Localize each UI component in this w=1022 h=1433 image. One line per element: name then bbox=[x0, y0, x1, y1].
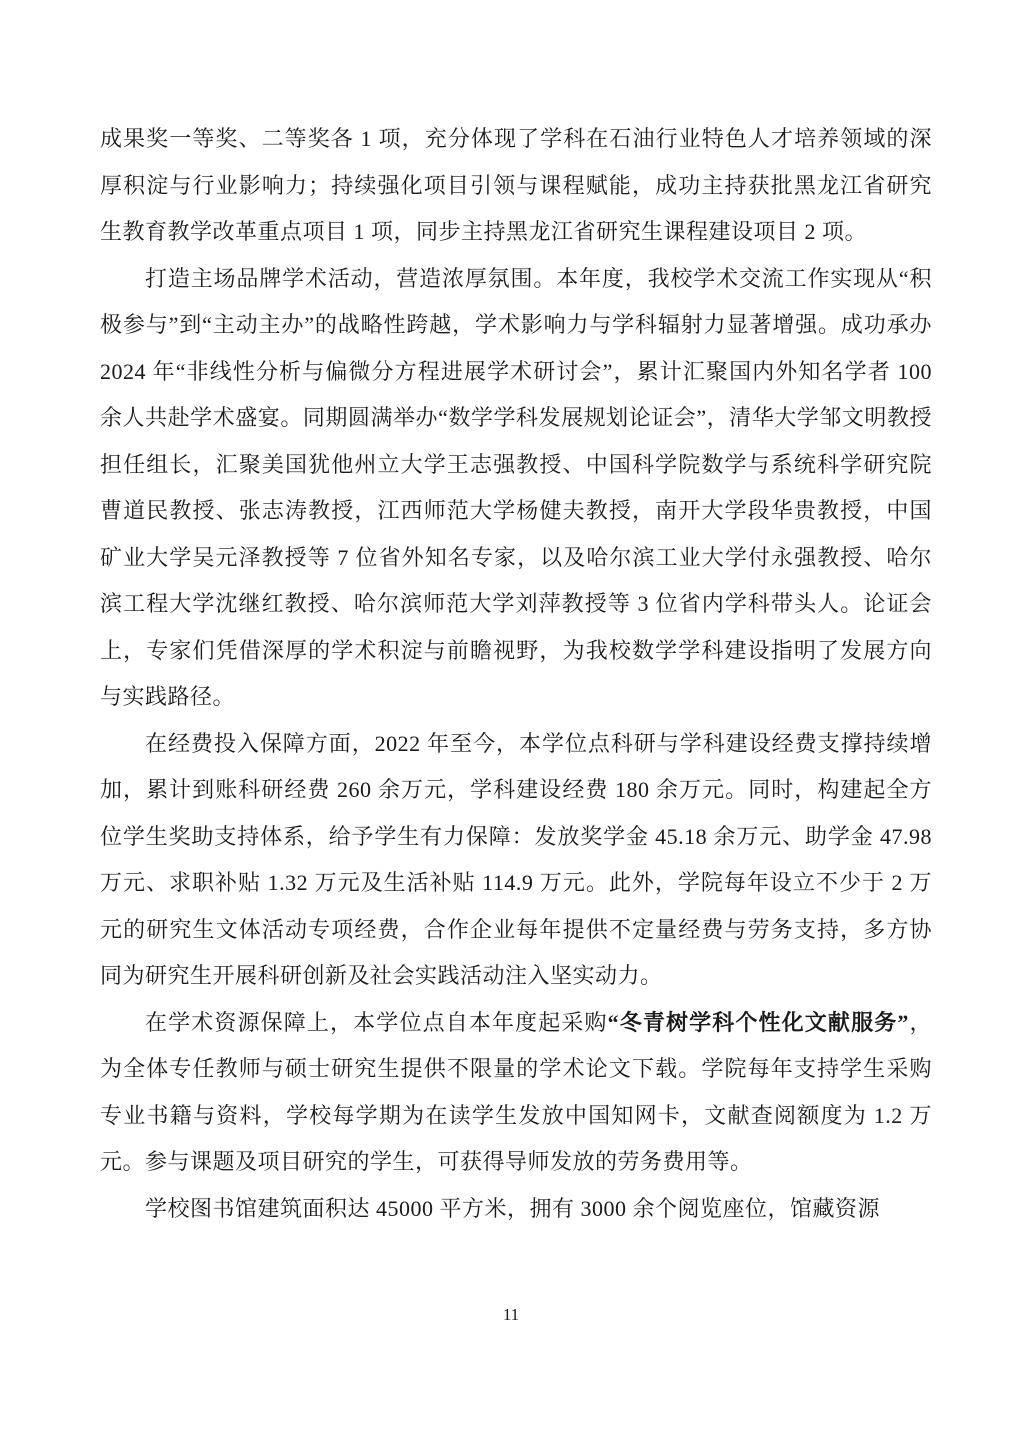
page-number: 11 bbox=[502, 1305, 520, 1324]
paragraph-text: 成果奖一等奖、二等奖各 1 项，充分体现了学科在石油行业特色人才培养领域的深厚积淀与行业影响力；持续强化项目引领与课程赋能，成功主持获批黑龙江省研究生教育教学改革重点项目 1 项，同步主持黑龙江省研究生课程建设项目 2 项。 bbox=[100, 126, 932, 244]
paragraph bbox=[100, 256, 932, 721]
paragraph-text: 学校图书馆建筑面积达 45000 平方米，拥有 3000 余个阅览座位，馆藏资源 bbox=[145, 1195, 881, 1221]
paragraph-text: 在经费投入保障方面，2022 年至今，本学位点科研与学科建设经费支撑持续增加，累计到账科研经费 260 余万元，学科建设经费 180 余万元。同时，构建起全方位学生奖助支持体系，给予学生有力保障：发放奖学金 45.18 余万元、助学金 47.98 万元、求职补贴 1.32 万元及生活补贴 114.9 万元。此外，学院每年设立不少于 2 万元的研究生文体活动专项经费，合作企业每年提供不定量经费与劳务支持，多方协同为研究生开展科研创新及社会实践活动注入坚实动力。 bbox=[100, 730, 932, 988]
paragraph-text: ，为全体专任教师与硕士研究生提供不限量的学术论文下载。学院每年支持学生采购专业书籍与资料，学校每学期为在读学生发放中国知网卡，文献查阅额度为 1.2 万元。参与课题及项目研究的学生，可获得导师发放的劳务费用等。 bbox=[100, 1009, 932, 1174]
paragraph bbox=[100, 1186, 932, 1233]
bold-text: “冬青树学科个性化文献服务” bbox=[607, 1009, 909, 1035]
paragraph-text: 在学术资源保障上，本学位点自本年度起采购 bbox=[145, 1009, 608, 1035]
paragraph bbox=[100, 721, 932, 1000]
document-body bbox=[100, 116, 932, 1232]
paragraph bbox=[100, 1000, 932, 1186]
paragraph-text: 打造主场品牌学术活动，营造浓厚氛围。本年度，我校学术交流工作实现从“积极参与”到“主动主办”的战略性跨越，学术影响力与学科辐射力显著增强。成功承办 2024 年“非线性分析与偏微分方程进展学术研讨会”，累计汇聚国内外知名学者 100 余人共赴学术盛宴。同期圆满举办“数学学科发展规划论证会”，清华大学邹文明教授担任组长，汇聚美国犹他州立大学王志强教授、中国科学院数学与系统科学研究院曹道民教授、张志涛教授，江西师范大学杨健夫教授，南开大学段华贵教授，中国矿业大学吴元泽教授等 7 位省外知名专家，以及哈尔滨工业大学付永强教授、哈尔滨工程大学沈继红教授、哈尔滨师范大学刘萍教授等 3 位省内学科带头人。论证会上，专家们凭借深厚的学术积淀与前瞻视野，为我校数学学科建设指明了发展方向与实践路径。 bbox=[100, 265, 932, 709]
paragraph bbox=[100, 116, 932, 256]
